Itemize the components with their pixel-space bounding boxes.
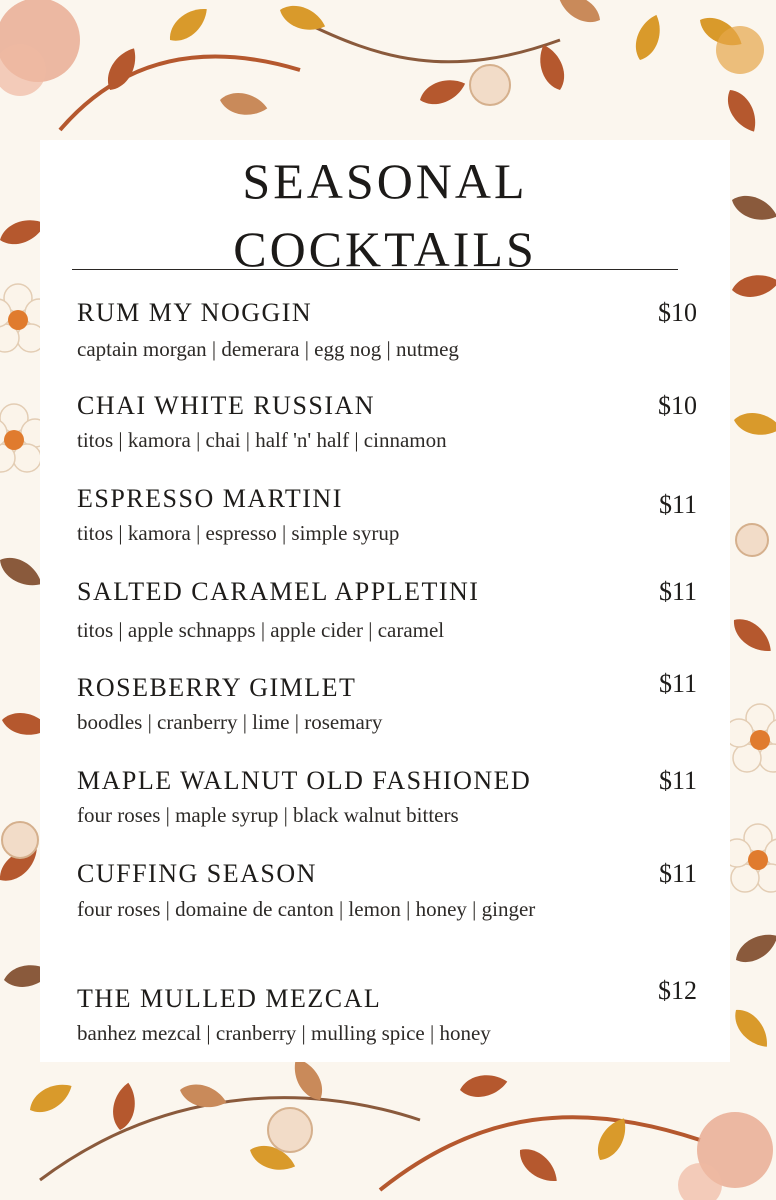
item-name: CHAI WHITE RUSSIAN	[77, 391, 376, 420]
item-price: $11	[658, 669, 697, 698]
menu-card	[40, 140, 730, 1062]
item-name: THE MULLED MEZCAL	[77, 984, 382, 1013]
item-ingredients: four roses | domaine de canton | lemon | honey | ginger	[77, 897, 536, 921]
item-name: ESPRESSO MARTINI	[77, 484, 343, 513]
menu-title-line1: SEASONAL	[242, 153, 528, 209]
item-name: SALTED CARAMEL APPLETINI	[77, 577, 480, 606]
item-ingredients: boodles | cranberry | lime | rosemary	[77, 710, 383, 734]
item-price: $11	[658, 766, 697, 795]
item-price: $11	[658, 490, 697, 519]
item-price: $11	[658, 577, 697, 606]
item-ingredients: titos | kamora | chai | half 'n' half | cinnamon	[77, 428, 447, 452]
item-price: $11	[658, 859, 697, 888]
item-ingredients: titos | apple schnapps | apple cider | caramel	[77, 618, 445, 642]
item-name: CUFFING SEASON	[77, 859, 317, 888]
title-divider	[72, 269, 678, 270]
item-ingredients: banhez mezcal | cranberry | mulling spice | honey	[77, 1021, 491, 1045]
item-ingredients: titos | kamora | espresso | simple syrup	[77, 521, 400, 545]
item-ingredients: four roses | maple syrup | black walnut bitters	[77, 803, 459, 827]
item-price: $10	[658, 298, 697, 327]
menu-title-line2: COCKTAILS	[233, 221, 537, 277]
item-price: $12	[658, 976, 697, 1005]
item-name: MAPLE WALNUT OLD FASHIONED	[77, 766, 532, 795]
item-name: RUM MY NOGGIN	[77, 298, 313, 327]
item-ingredients: captain morgan | demerara | egg nog | nutmeg	[77, 337, 459, 361]
item-price: $10	[658, 391, 697, 420]
item-name: ROSEBERRY GIMLET	[77, 673, 357, 702]
